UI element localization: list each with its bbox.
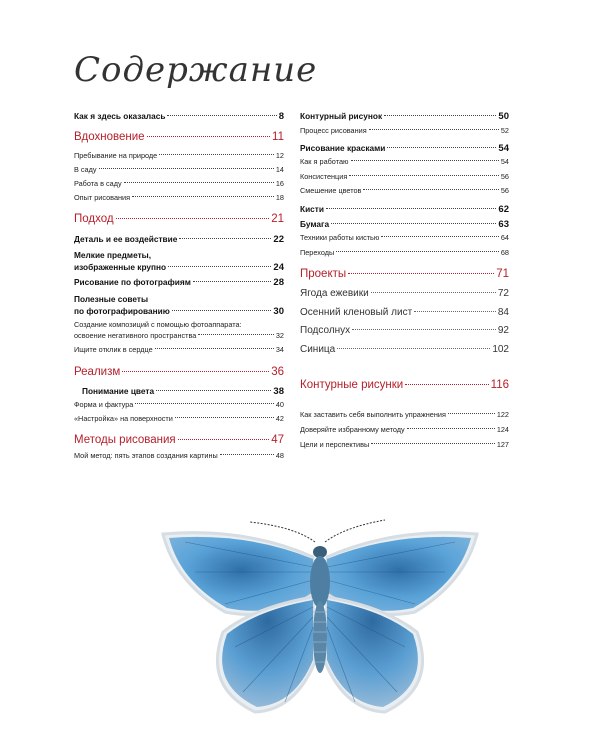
toc-entry[interactable]: Как я здесь оказалась 8: [74, 111, 284, 122]
page-title: Содержание: [74, 50, 318, 90]
toc-entry[interactable]: «Настройка» на поверхности 42: [74, 414, 284, 423]
toc-entry[interactable]: Ищите отклик в сердце 34: [74, 345, 284, 354]
toc-entry[interactable]: изображенные крупно 24: [74, 262, 284, 273]
toc-entry-line: Полезные советы: [74, 294, 149, 304]
toc-entry[interactable]: Деталь и ее воздействие 22: [74, 234, 284, 245]
toc-entry[interactable]: Переходы 68: [300, 248, 509, 257]
toc-entry-line: Мелкие предметы,: [74, 250, 152, 260]
toc-entry[interactable]: Подсолнух 92: [300, 325, 509, 336]
toc-entry[interactable]: Смешение цветов 56: [300, 186, 509, 195]
toc-entry[interactable]: Контурный рисунок 50: [300, 111, 509, 122]
toc-entry[interactable]: Цели и перспективы 127: [300, 440, 509, 449]
toc-entry[interactable]: Рисование красками 54: [300, 143, 509, 154]
toc-entry[interactable]: Техники работы кистью 64: [300, 233, 509, 242]
toc-chapter[interactable]: Контурные рисунки 116: [300, 379, 509, 391]
toc-entry[interactable]: Процесс рисования 52: [300, 126, 509, 135]
toc-entry[interactable]: Понимание цвета 38: [82, 386, 284, 397]
toc-chapter[interactable]: Вдохновение 11: [74, 131, 284, 143]
toc-entry[interactable]: Как заставить себя выполнить упражнения 122: [300, 410, 509, 419]
toc-entry[interactable]: Кисти 62: [300, 204, 509, 215]
toc-entry[interactable]: В саду 14: [74, 165, 284, 174]
butterfly-thorax: [310, 556, 330, 608]
toc-entry[interactable]: Мой метод: пять этапов создания картины 48: [74, 451, 284, 460]
toc-entry[interactable]: Синица 102: [300, 344, 509, 355]
toc-entry[interactable]: Консистенция 56: [300, 172, 509, 181]
toc-entry[interactable]: Опыт рисования 18: [74, 193, 284, 202]
toc-entry[interactable]: Как я работаю 54: [300, 157, 509, 166]
toc-entry[interactable]: Рисование по фотографиям 28: [74, 277, 284, 288]
toc-entry[interactable]: Доверяйте избранному методу 124: [300, 425, 509, 434]
toc-entry[interactable]: освоение негативного пространства 32: [74, 331, 284, 340]
toc-chapter[interactable]: Проекты 71: [300, 268, 509, 280]
antenna-right: [325, 520, 385, 542]
toc-chapter[interactable]: Реализм 36: [74, 366, 284, 378]
toc-entry[interactable]: Бумага 63: [300, 219, 509, 230]
toc-chapter[interactable]: Методы рисования 47: [74, 434, 284, 446]
toc-entry[interactable]: Осенний кленовый лист 84: [300, 307, 509, 318]
toc-entry[interactable]: Работа в саду 16: [74, 179, 284, 188]
toc-entry[interactable]: по фотографированию 30: [74, 306, 284, 317]
toc-entry[interactable]: Форма и фактура 40: [74, 400, 284, 409]
butterfly-illustration: [155, 512, 485, 737]
toc-entry[interactable]: Ягода ежевики 72: [300, 288, 509, 299]
toc-entry[interactable]: Пребывание на природе 12: [74, 151, 284, 160]
toc-chapter[interactable]: Подход 21: [74, 213, 284, 225]
toc-entry-line: Создание композиций с помощью фотоаппарата:: [74, 320, 242, 329]
